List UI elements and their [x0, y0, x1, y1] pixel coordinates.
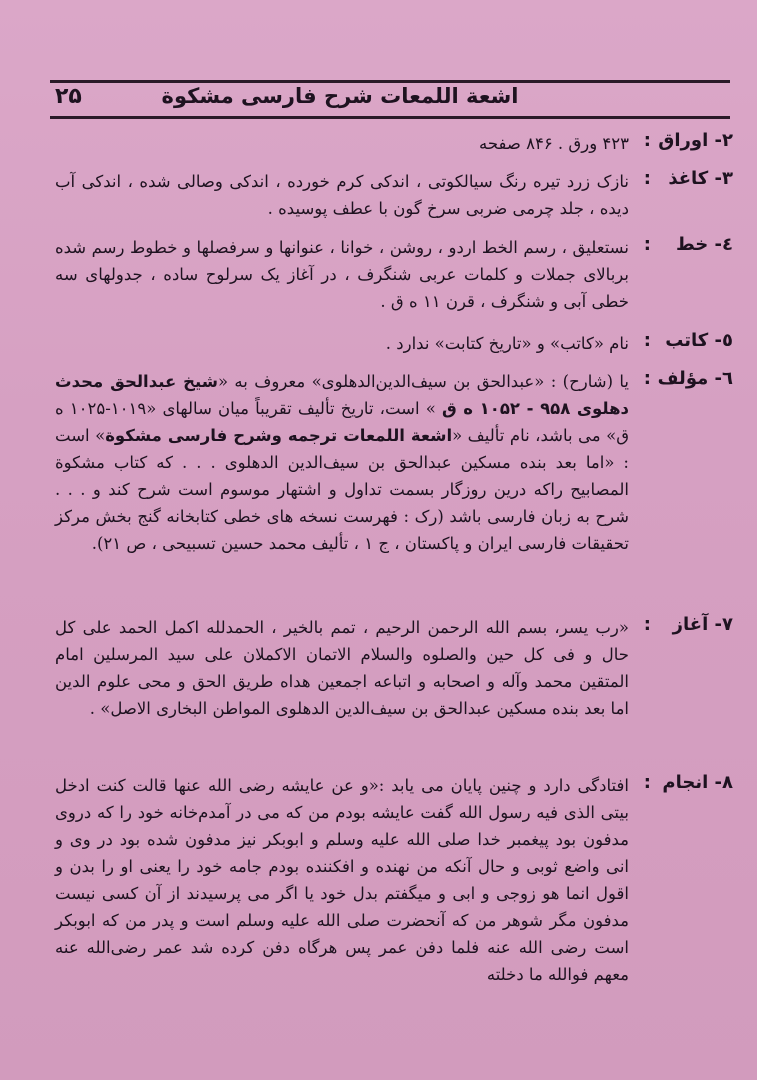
entry-label: ٥- کاتب [665, 330, 733, 351]
entry-label: ٤- خط [676, 234, 733, 255]
entry-colon: : [643, 168, 651, 189]
entry-colon: : [643, 130, 651, 151]
entry-text: ۴۲۳ ورق . ۸۴۶ صفحه [478, 134, 629, 153]
entry-text: نستعلیق ، رسم الخط اردو ، روشن ، خوانا ، عنوانها و سرفصلها و خطوط رسم شده بربالای جملات و کلمات عربی شنگرف ، در آغاز یک سرلوح ساده ، جدولهای سه خطی آبی و شنگرف ، قرن ۱۱ ه ق . [55, 238, 629, 311]
entry-script [55, 234, 733, 315]
entry-label: ۷- آغاز [672, 614, 733, 635]
header-rule-top [50, 80, 730, 83]
author-name-bold: شیخ عبدالحق محدث دهلوی ۹۵۸ - ۱۰۵۲ ه ق [55, 372, 630, 418]
entry-colon: : [643, 330, 651, 351]
entry-colon: : [643, 368, 651, 389]
entry-text: نازک زرد تیره رنگ سیالکوتی ، اندکی کرم خورده ، اندکی وصالی شده ، اندکی آب دیده ، جلد چرمی ضربی سرخ گون با عطف پوسیده . [55, 172, 629, 218]
author-text-part: » است : «اما بعد بنده مسکین عبدالحق بن سیف‌الدین الدهلوی . . . که کتاب مشکوة المصابیح راکه درین روزگار بسمت تداول و اشتهار موسوم است شرح کند و . . . شرح به زبان فارسی باشد (رک : فهرست نسخه های خطی کتابخانه گنج بخش مرکز تحقیقات فارسی ایران و پاکستان ، ج ۱ ، تألیف محمد حسین تسبیحی ، ص ۲۱). [55, 426, 629, 553]
entry-colon: : [643, 234, 651, 255]
entry-leaves [55, 130, 733, 157]
entry-text: افتادگی دارد و چنین پایان می یابد :«و عن عایشه رضی الله عنها قالت کنت ادخل بیتی الذی فیه رسول الله گفت عایشه بودم من که می در آمدم‌خانه خود را که دروی مدفون بود پیغمبر خدا صلی الله علیه وسلم و ابوبکر نیز مدفون شده بود در وی و انی واضع ثوبی و حال آنکه من نهنده و افکننده بودم جامه خود را یعنی او را بدن و اقول انما هو زوجی و ابی و میگفتم بدل خود یا اگر می پرسیدند از آن کسی نیست مدفون مگر شوهر من که آنحضرت صلی الله علیه وسلم است و پدر من که ابوبکر است رضی الله عنه فلما دفن عمر پس هرگاه دفن کرده شد عمر رضی‌الله عنه معهم فوالله ما دخلته [55, 776, 629, 984]
page-number: ۲۵ [55, 84, 82, 109]
entry-incipit [55, 614, 733, 722]
entry-scribe [55, 330, 733, 357]
author-text-part: » است، تاریخ تألیف تقریباً میان سالهای «۱۰۱۹-۱۰۲۵ ه ق» می باشد، نام تألیف « [55, 399, 630, 445]
entry-text: نام «کاتب» و «تاریخ کتابت» ندارد . [385, 334, 629, 353]
work-title-bold: اشعة اللمعات ترجمه وشرح فارسی مشکوة [105, 426, 453, 445]
header-rule-bottom [50, 116, 730, 119]
entry-paper [55, 168, 733, 222]
entry-author [55, 368, 733, 557]
entry-label: ٦- مؤلف [657, 368, 733, 389]
entry-text [55, 368, 629, 557]
running-header-title: اشعة اللمعات شرح فارسی مشکوة [161, 84, 519, 108]
entry-colon: : [643, 614, 651, 635]
entry-label: ۸- انجام [662, 772, 733, 793]
entry-label: ۲- اوراق [658, 130, 733, 151]
entry-colon: : [643, 772, 651, 793]
author-text-part: یا (شارح) : «عبدالحق بن سیف‌الدین‌الدهلوی» معروف به « [217, 372, 629, 391]
entry-text: «رب یسر، بسم الله الرحمن الرحیم ، تمم بالخیر ، الحمدلله اکمل الحمد علی کل حال و فی کل حین والصلوه والسلام الاتمان الاکملان علی سید المرسلین امام المتقین محمد وآله و اصحابه و اتباعه اجمعین هداه طریق الحق و محی علوم الدین اما بعد بنده مسکین عبدالحق بن سیف‌الدین الدهلوی المواطن البخاری الاصل» . [55, 618, 629, 718]
entry-label: ۳- کاغذ [668, 168, 733, 189]
entry-explicit [55, 772, 733, 988]
